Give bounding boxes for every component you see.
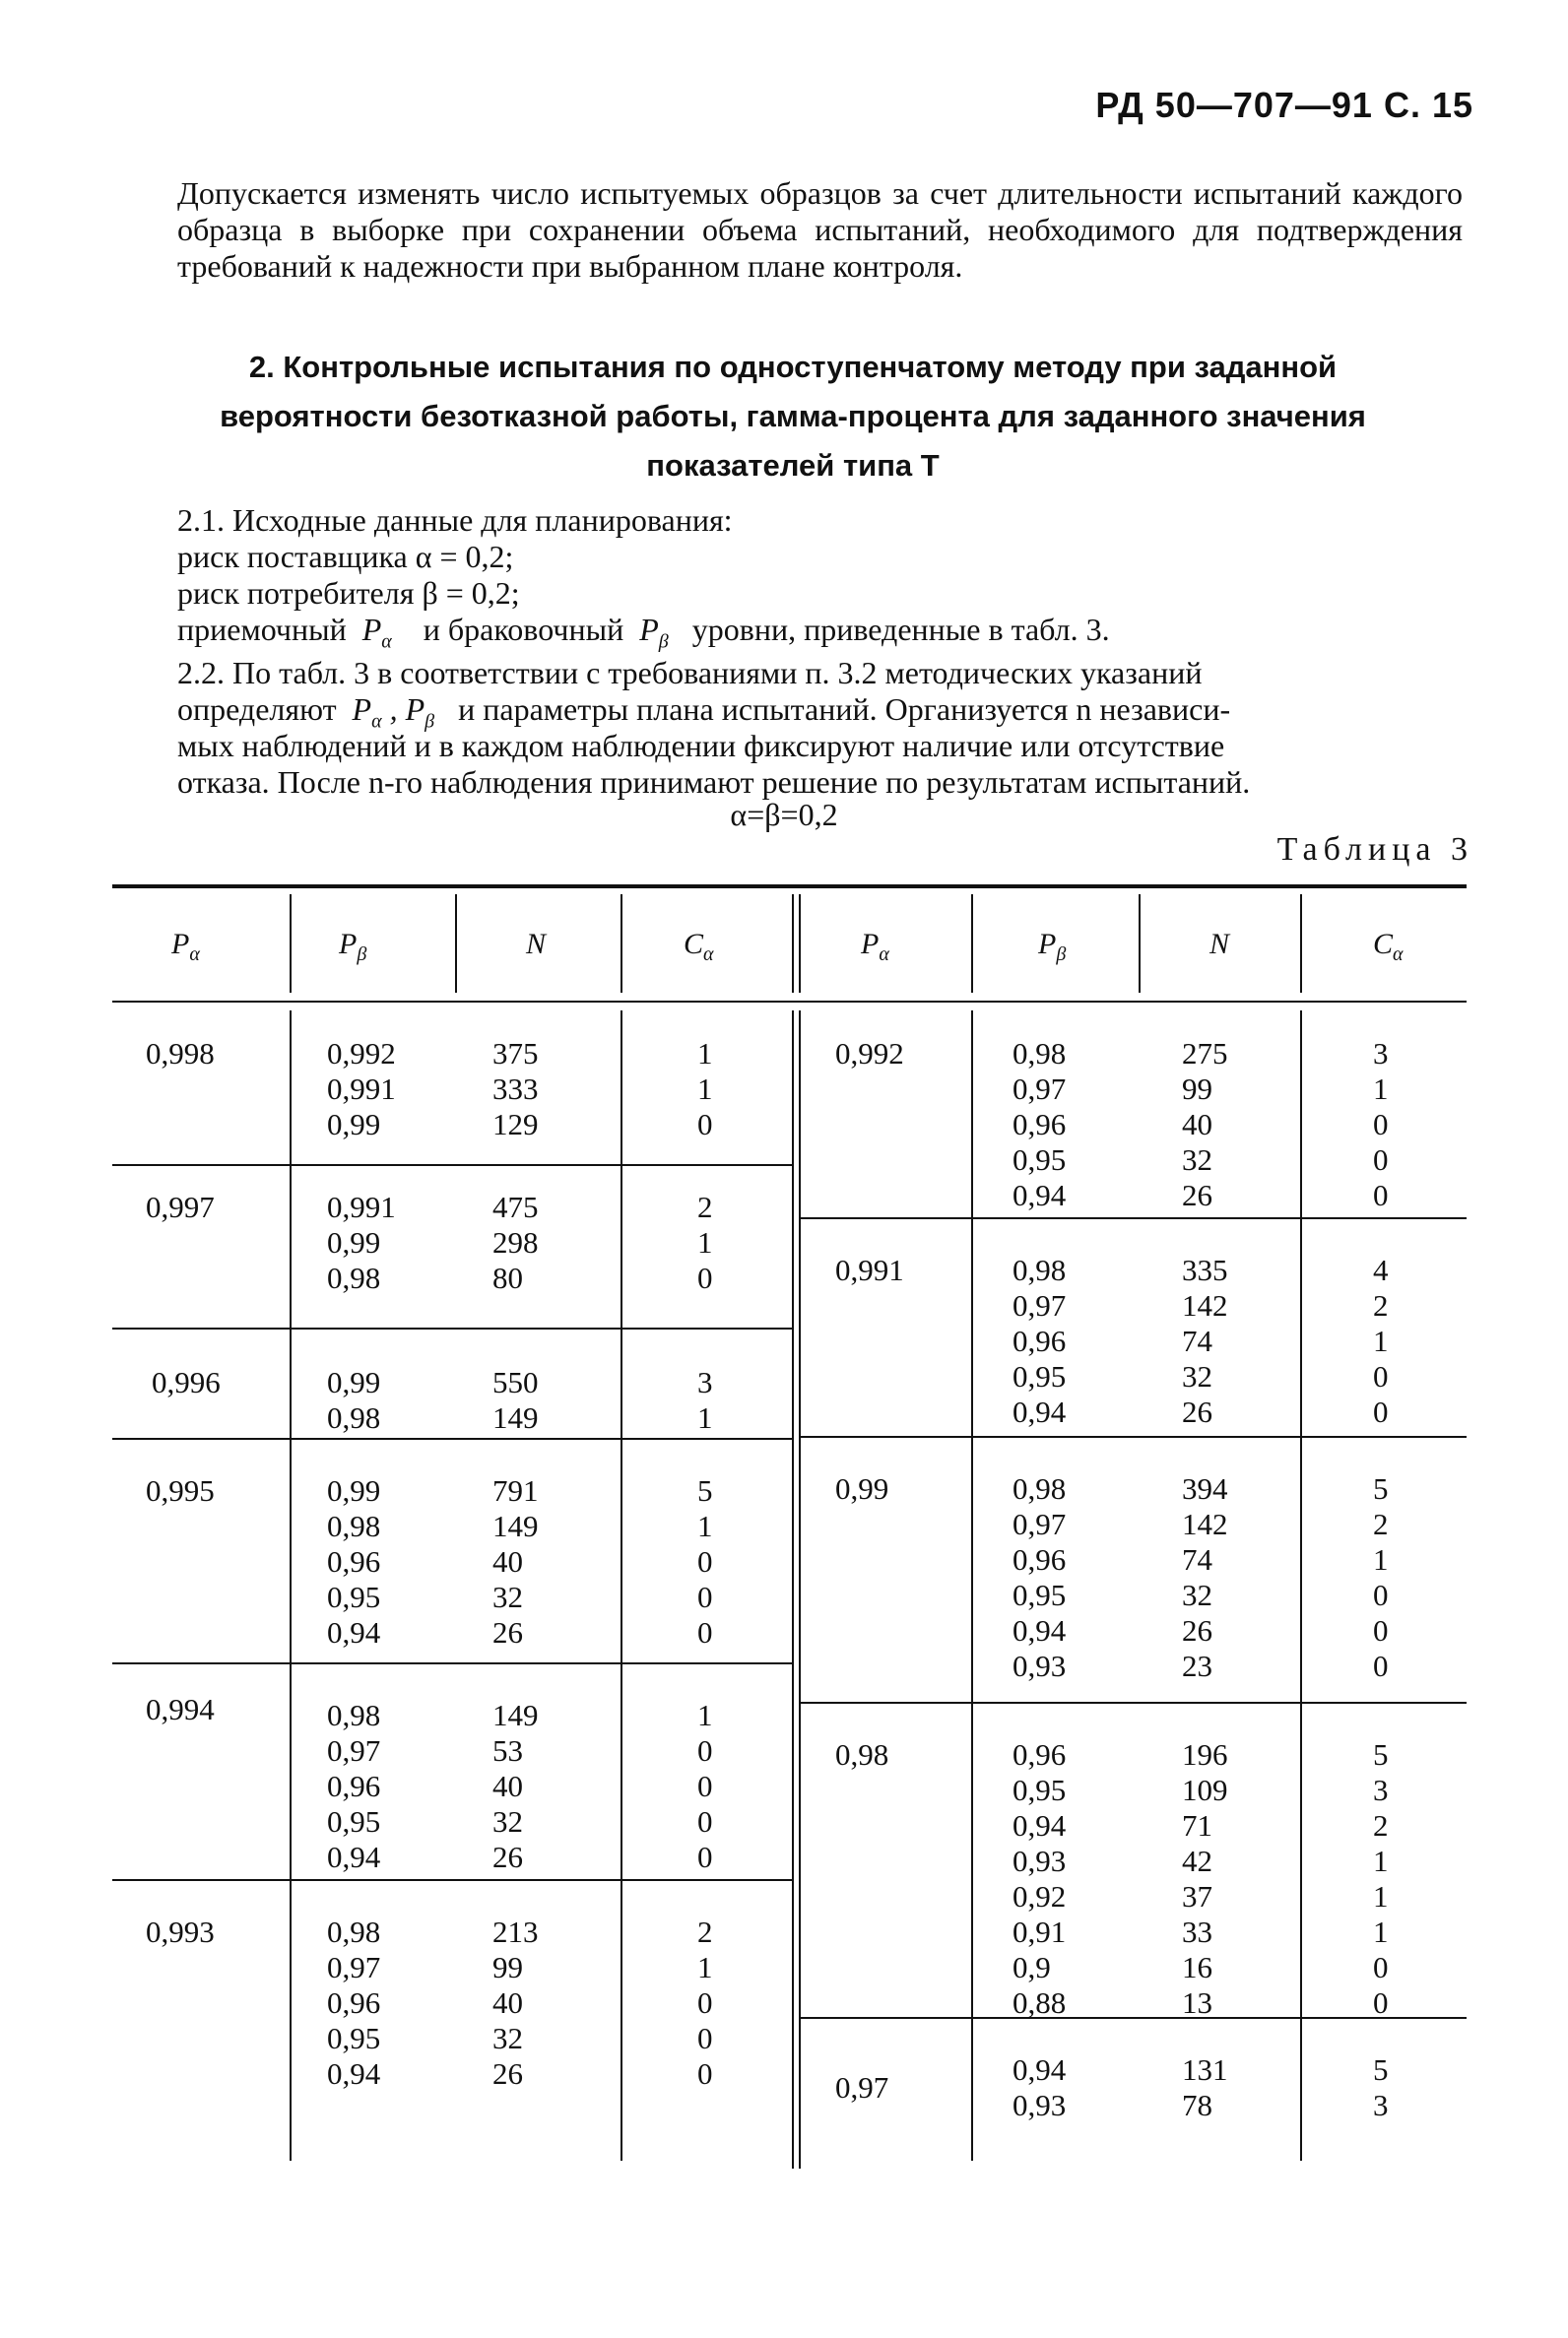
right-g1-c: 3 1 0 0 0 bbox=[1373, 1036, 1389, 1212]
supplier-risk: риск поставщика α = 0,2; bbox=[177, 539, 514, 574]
table-3 bbox=[112, 884, 1467, 2169]
left-g4-n: 791 149 40 32 26 bbox=[492, 1473, 539, 1650]
clause-2-2-line2-pre: определяют bbox=[177, 691, 337, 727]
left-g3-c: 3 1 bbox=[697, 1365, 713, 1435]
left-g2-p-beta: 0,991 0,99 0,98 bbox=[327, 1190, 396, 1295]
header-n-right: N bbox=[1209, 928, 1230, 960]
clause-2-2-line4: отказа. После n-го наблюдения принимают решение по результатам испытаний. bbox=[177, 764, 1251, 800]
left-g4-c: 5 1 0 0 0 bbox=[697, 1473, 713, 1650]
right-g5-p-alpha: 0,97 bbox=[835, 2070, 889, 2105]
header-n-left: N bbox=[526, 928, 547, 960]
table-top-rule bbox=[112, 884, 1467, 888]
header-p-alpha-right: $P_\alpha$ bbox=[861, 928, 889, 965]
section-heading bbox=[148, 343, 1438, 490]
left-g6-p-alpha: 0,993 bbox=[146, 1915, 215, 1949]
header-c-alpha-left: $C_\alpha$ bbox=[684, 928, 714, 965]
left-g3-p-alpha: 0,996 bbox=[152, 1365, 221, 1399]
left-g3-p-beta: 0,99 0,98 bbox=[327, 1365, 381, 1435]
left-g6-c: 2 1 0 0 0 bbox=[697, 1915, 713, 2091]
right-g3-n: 394 142 74 32 26 23 bbox=[1182, 1471, 1228, 1683]
right-g3-c: 5 2 1 0 0 0 bbox=[1373, 1471, 1389, 1683]
clause-2-2-line3: мых наблюдений и в каждом наблюдении фиксируют наличие или отсутствие bbox=[177, 728, 1225, 763]
right-g4-p-alpha: 0,98 bbox=[835, 1737, 889, 1772]
right-g2-c: 4 2 1 0 0 bbox=[1373, 1253, 1389, 1429]
page-header: РД 50—707—91 С. 15 bbox=[1095, 85, 1473, 125]
right-g5-c: 5 3 bbox=[1373, 2052, 1389, 2122]
header-p-alpha-left: $P_\alpha$ bbox=[171, 928, 200, 965]
section-heading-line3: показателей типа Т bbox=[646, 448, 940, 483]
left-g2-n: 475 298 80 bbox=[492, 1190, 539, 1295]
right-g2-p-beta: 0,98 0,97 0,96 0,95 0,94 bbox=[1013, 1253, 1067, 1429]
header-p-beta-right: $P_\beta$ bbox=[1038, 928, 1067, 965]
table-caption: Таблица 3 bbox=[1276, 831, 1473, 868]
section-heading-line2: вероятности безотказной работы, гамма-процента для заданного значения bbox=[220, 399, 1366, 433]
right-g3-p-beta: 0,98 0,97 0,96 0,95 0,94 0,93 bbox=[1013, 1471, 1067, 1683]
left-g2-p-alpha: 0,997 bbox=[146, 1190, 215, 1224]
right-g4-c: 5 3 2 1 1 1 0 0 bbox=[1373, 1737, 1389, 2020]
formula: α=β=0,2 bbox=[730, 797, 838, 832]
left-g3-n: 550 149 bbox=[492, 1365, 539, 1435]
right-g3-p-alpha: 0,99 bbox=[835, 1471, 889, 1506]
header-c-alpha-right: $C_\alpha$ bbox=[1373, 928, 1404, 965]
clause-2-2-line1: 2.2. По табл. 3 в соответствии с требованиями п. 3.2 методических указаний bbox=[177, 655, 1203, 690]
left-g1-c: 1 1 0 bbox=[697, 1036, 713, 1141]
table-header-rule bbox=[112, 1001, 1467, 1003]
header-p-beta-left: $P_\beta$ bbox=[339, 928, 367, 965]
levels-pre: приемочный bbox=[177, 612, 347, 647]
right-g1-p-alpha: 0,992 bbox=[835, 1036, 904, 1071]
right-g2-p-alpha: 0,991 bbox=[835, 1253, 904, 1287]
consumer-risk: риск потребителя β = 0,2; bbox=[177, 575, 520, 611]
left-g5-p-alpha: 0,994 bbox=[146, 1692, 215, 1726]
levels-line: приемочный $P_\alpha$ и браковочный $P_\beta$ уровни, приведенные в табл. 3. bbox=[177, 612, 1110, 653]
section-heading-line1: 2. Контрольные испытания по одноступенчатому методу при заданной bbox=[248, 350, 1338, 384]
left-g1-p-alpha: 0,998 bbox=[146, 1036, 215, 1071]
right-g1-p-beta: 0,98 0,97 0,96 0,95 0,94 bbox=[1013, 1036, 1067, 1212]
left-g1-p-beta: 0,992 0,991 0,99 bbox=[327, 1036, 396, 1141]
right-g2-n: 335 142 74 32 26 bbox=[1182, 1253, 1228, 1429]
levels-mid: и браковочный bbox=[423, 612, 624, 647]
left-g5-c: 1 0 0 0 0 bbox=[697, 1698, 713, 1874]
intro-paragraph: Допускается изменять число испытуемых образцов за счет длительности испытаний каждого образца в выборке при сохранении объема испытаний, необходимого для подтверждения требований к надежности при выбранном плане контроля. bbox=[177, 175, 1463, 284]
left-g5-p-beta: 0,98 0,97 0,96 0,95 0,94 bbox=[327, 1698, 381, 1874]
left-g6-n: 213 99 40 32 26 bbox=[492, 1915, 539, 2091]
clause-2-2-line2: определяют $P_\alpha$ , $P_\beta$ и параметры плана испытаний. Организуется n независи- bbox=[177, 691, 1231, 733]
right-g4-p-beta: 0,96 0,95 0,94 0,93 0,92 0,91 0,9 0,88 bbox=[1013, 1737, 1067, 2020]
left-g5-n: 149 53 40 32 26 bbox=[492, 1698, 539, 1874]
left-g4-p-beta: 0,99 0,98 0,96 0,95 0,94 bbox=[327, 1473, 381, 1650]
right-g5-n: 131 78 bbox=[1182, 2052, 1228, 2122]
left-g4-p-alpha: 0,995 bbox=[146, 1473, 215, 1508]
levels-post: уровни, приведенные в табл. 3. bbox=[691, 612, 1110, 647]
left-g2-c: 2 1 0 bbox=[697, 1190, 713, 1295]
clause-2-1-intro: 2.1. Исходные данные для планирования: bbox=[177, 502, 733, 538]
right-g5-p-beta: 0,94 0,93 bbox=[1013, 2052, 1067, 2122]
right-g4-n: 196 109 71 42 37 33 16 13 bbox=[1182, 1737, 1228, 2020]
left-g6-p-beta: 0,98 0,97 0,96 0,95 0,94 bbox=[327, 1915, 381, 2091]
clause-2-2-line2-post: и параметры плана испытаний. Организуется n независи- bbox=[458, 691, 1231, 727]
right-g1-n: 275 99 40 32 26 bbox=[1182, 1036, 1228, 1212]
left-g1-n: 375 333 129 bbox=[492, 1036, 539, 1141]
